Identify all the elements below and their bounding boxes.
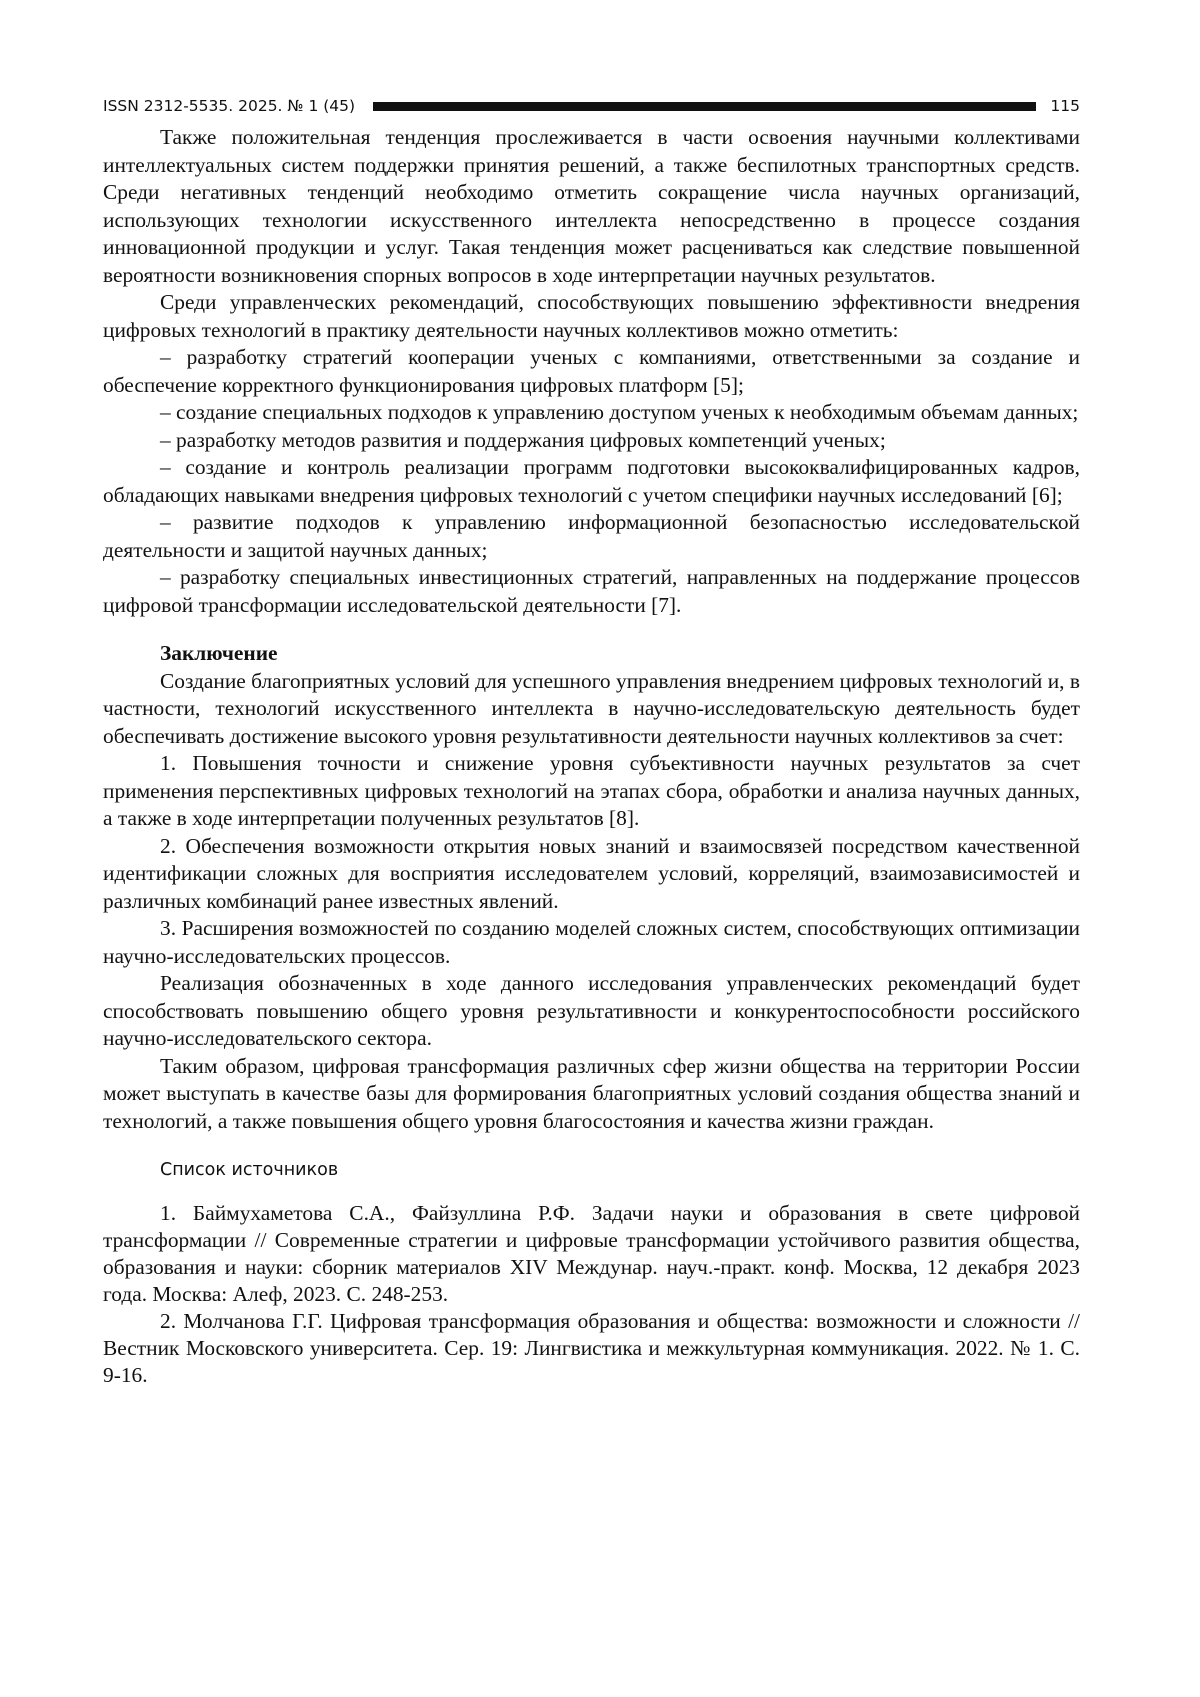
recommendation-item: – разработку методов развития и поддержания цифровых компетенций ученых; — [160, 427, 886, 452]
running-header — [103, 92, 1080, 120]
sources-title: Список источников — [160, 1160, 339, 1180]
header-rule — [373, 102, 1036, 111]
body-paragraph: Также положительная тенденция прослеживается в части освоения научными коллективами интеллектуальных систем поддержки принятия решений, а также беспилотных транспортных средств. Среди негативных тенденций необходимо отметить сокращение числа научных организаций, использующих технологии искусственного интеллекта непосредственно в процессе создания инновационной продукции и услуг. Такая тенденция может расцениваться как следствие повышенной вероятности возникновения спорных вопросов в ходе интерпретации научных результатов. — [103, 125, 1080, 287]
section-gap — [103, 619, 1080, 640]
recommendation-item: – развитие подходов к управлению информационной безопасностью исследовательской деятельности и защитой научных данных; — [103, 510, 1080, 562]
page — [103, 92, 1080, 1389]
conclusion-heading: Заключение — [160, 641, 278, 665]
conclusion-item: 3. Расширения возможностей по созданию моделей сложных систем, способствующих оптимизации научно-исследовательских процессов. — [103, 916, 1080, 968]
journal-issn: ISSN 2312-5535. 2025. № 1 (45) — [103, 97, 356, 115]
recommendation-item: – разработку стратегий кооперации ученых с компаниями, ответственными за создание и обеспечение корректного функционирования цифровых платформ [5]; — [103, 345, 1080, 397]
article-body — [103, 124, 1080, 1389]
reference-item: 1. Баймухаметова С.А., Файзуллина Р.Ф. Задачи науки и образования в свете цифровой трансформации // Современные стратегии и цифровые трансформации устойчивого развития общества, образования и науки: сборник материалов XIV Междунар. науч.-практ. конф. Москва, 12 декабря 2023 года. Москва: Алеф, 2023. С. 248-253. — [103, 1200, 1080, 1306]
conclusion-item: 2. Обеспечения возможности открытия новых знаний и взаимосвязей посредством качественной идентификации сложных для восприятия исследователем условий, корреляций, взаимозависимостей и различных комбинаций ранее известных явлений. — [103, 833, 1080, 913]
recommendation-item: – разработку специальных инвестиционных стратегий, направленных на поддержание процессов цифровой трансформации исследовательской деятельности [7]. — [103, 565, 1080, 617]
conclusion-paragraph: Реализация обозначенных в ходе данного исследования управленческих рекомендаций будет способствовать повышению общего уровня результативности и конкурентоспособности российского научно-исследовательского сектора. — [103, 971, 1080, 1050]
reference-item: 2. Молчанова Г.Г. Цифровая трансформация образования и общества: возможности и сложности // Вестник Московского университета. Сер. 19: Лингвистика и межкультурная коммуникация. 2022. № 1. С. 9-16. — [103, 1308, 1080, 1387]
reference-list — [103, 1200, 1080, 1389]
body-paragraph: Среди управленческих рекомендаций, способствующих повышению эффективности внедрения цифровых технологий в практику деятельности научных коллективов можно отметить: — [103, 290, 1080, 342]
page-number: 115 — [1050, 97, 1080, 115]
conclusion-intro: Создание благоприятных условий для успешного управления внедрением цифровых технологий и, в частности, технологий искусственного интеллекта в научно-исследовательскую деятельность будет обеспечивать достижение высокого уровня результативности деятельности научных коллективов за счет: — [103, 668, 1080, 748]
conclusion-paragraph: Таким образом, цифровая трансформация различных сфер жизни общества на территории России может выступать в качестве базы для формирования благоприятных условий создания общества знаний и технологий, а также повышения общего уровня благосостояния и качества жизни граждан. — [103, 1053, 1080, 1133]
recommendation-item: – создание и контроль реализации программ подготовки высококвалифицированных кадров, обладающих навыками внедрения цифровых технологий с учетом специфики научных исследований [6]; — [103, 455, 1080, 507]
conclusion-item: 1. Повышения точности и снижение уровня субъективности научных результатов за счет применения перспективных цифровых технологий на этапах сбора, обработки и анализа научных данных, а также в ходе интерпретации полученных результатов [8]. — [103, 751, 1080, 830]
recommendation-item: – создание специальных подходов к управлению доступом ученых к необходимым объемам данных; — [160, 400, 1079, 424]
